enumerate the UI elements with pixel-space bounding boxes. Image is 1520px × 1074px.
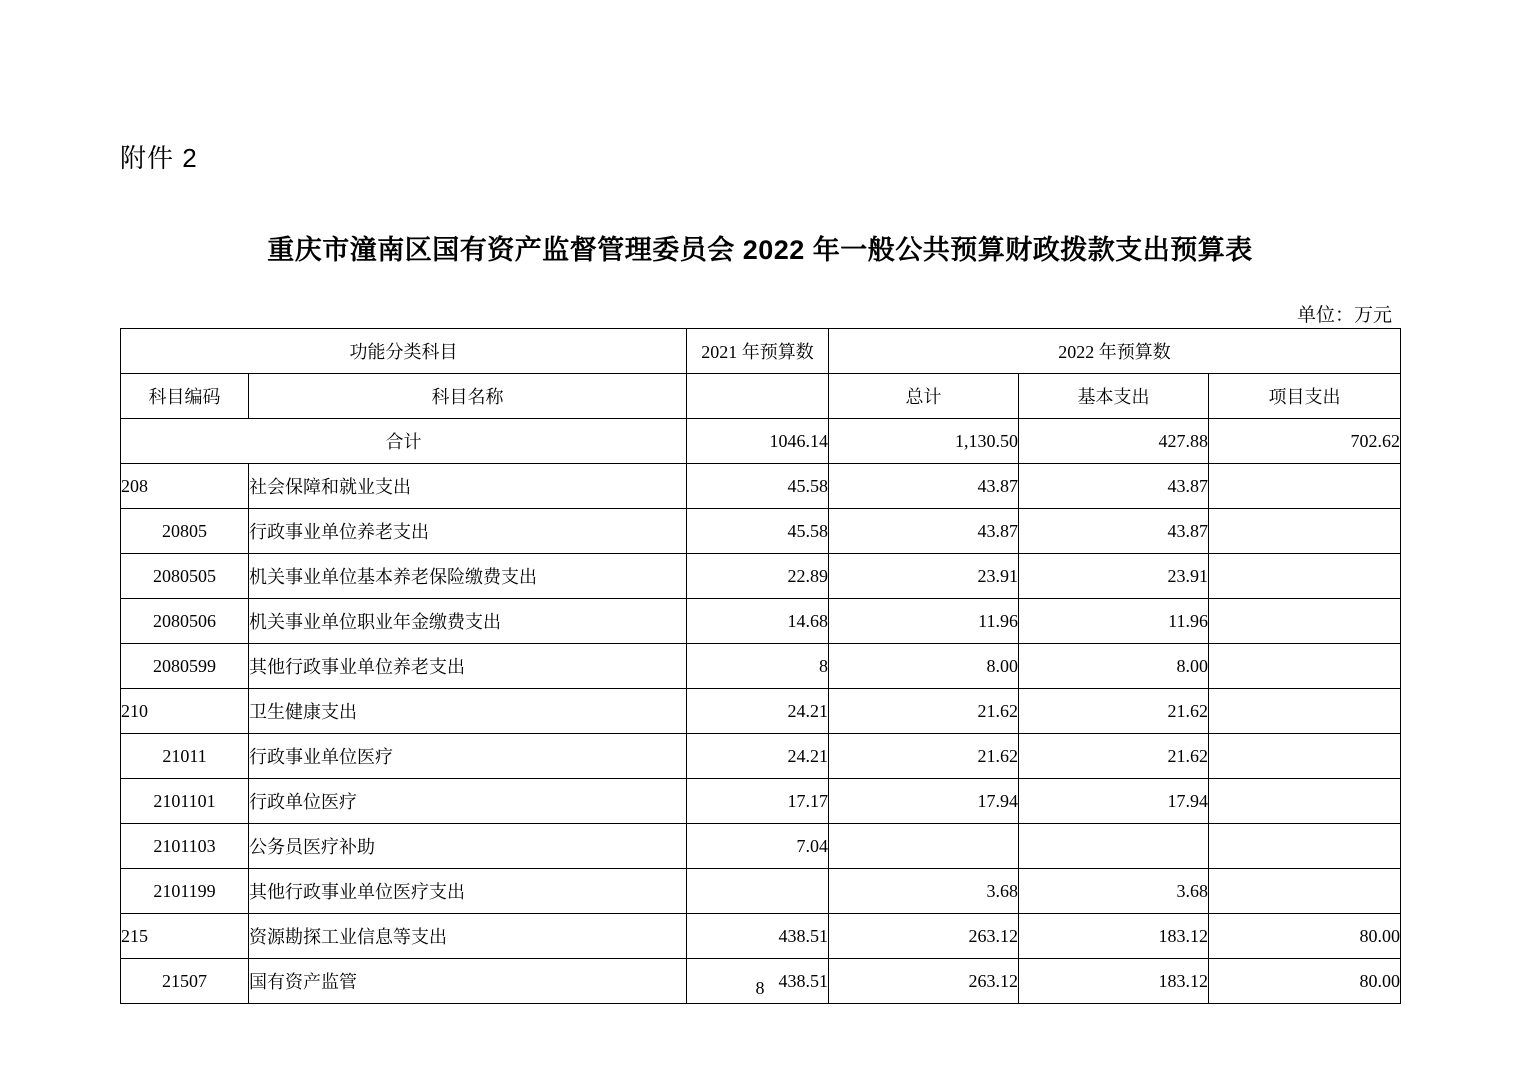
cell-name: 行政事业单位养老支出 (249, 509, 687, 554)
cell-code: 2080599 (121, 644, 249, 689)
cell-2021: 24.21 (687, 734, 829, 779)
cell-total: 43.87 (829, 509, 1019, 554)
header-2021-budget: 2021 年预算数 (687, 329, 829, 374)
table-row (121, 824, 1401, 869)
cell-name: 资源勘探工业信息等支出 (249, 914, 687, 959)
table-row (121, 689, 1401, 734)
cell-code: 2080506 (121, 599, 249, 644)
header-2022-group: 2022 年预算数 (829, 329, 1401, 374)
table-row (121, 779, 1401, 824)
cell-2021: 14.68 (687, 599, 829, 644)
cell-2021: 45.58 (687, 509, 829, 554)
table-row (121, 644, 1401, 689)
cell-basic: 23.91 (1019, 554, 1209, 599)
cell-2021: 45.58 (687, 464, 829, 509)
table-header (121, 329, 1401, 419)
cell-code: 2080505 (121, 554, 249, 599)
header-2021-blank (687, 374, 829, 419)
budget-table (120, 328, 1401, 1004)
cell-2021: 438.51 (687, 914, 829, 959)
cell-name: 行政事业单位医疗 (249, 734, 687, 779)
cell-2021: 22.89 (687, 554, 829, 599)
cell-name: 行政单位医疗 (249, 779, 687, 824)
cell-code: 20805 (121, 509, 249, 554)
cell-project (1209, 599, 1401, 644)
cell-code: 21011 (121, 734, 249, 779)
cell-name: 国有资产监管 (249, 959, 687, 1004)
cell-2021: 17.17 (687, 779, 829, 824)
page-title: 重庆市潼南区国有资产监督管理委员会 2022 年一般公共预算财政拨款支出预算表 (267, 235, 1253, 265)
cell-total: 3.68 (829, 869, 1019, 914)
cell-code: 2101101 (121, 779, 249, 824)
cell-name: 机关事业单位职业年金缴费支出 (249, 599, 687, 644)
header-basic-expenditure: 基本支出 (1019, 374, 1209, 419)
cell-project (1209, 509, 1401, 554)
cell-name: 其他行政事业单位医疗支出 (249, 869, 687, 914)
cell-code: 210 (121, 689, 249, 734)
cell-total (829, 824, 1019, 869)
cell-name: 社会保障和就业支出 (249, 464, 687, 509)
table-body (121, 419, 1401, 1004)
cell-basic: 21.62 (1019, 689, 1209, 734)
cell-total: 263.12 (829, 914, 1019, 959)
cell-basic: 183.12 (1019, 914, 1209, 959)
table-header-row-2 (121, 374, 1401, 419)
header-project-expenditure: 项目支出 (1209, 374, 1401, 419)
cell-total: 43.87 (829, 464, 1019, 509)
summary-label: 合计 (121, 419, 687, 464)
cell-project (1209, 644, 1401, 689)
table-row (121, 554, 1401, 599)
cell-project (1209, 779, 1401, 824)
summary-2021: 1046.14 (687, 419, 829, 464)
header-total: 总计 (829, 374, 1019, 419)
cell-project (1209, 554, 1401, 599)
cell-total: 17.94 (829, 779, 1019, 824)
table-row (121, 464, 1401, 509)
cell-name: 卫生健康支出 (249, 689, 687, 734)
table-row-summary (121, 419, 1401, 464)
cell-basic (1019, 824, 1209, 869)
cell-code: 2101199 (121, 869, 249, 914)
cell-code: 215 (121, 914, 249, 959)
cell-project (1209, 464, 1401, 509)
cell-code: 2101103 (121, 824, 249, 869)
cell-basic: 43.87 (1019, 464, 1209, 509)
summary-total: 1,130.50 (829, 419, 1019, 464)
header-subject-group: 功能分类科目 (121, 329, 687, 374)
cell-project: 80.00 (1209, 959, 1401, 1004)
cell-2021: 438.51 (687, 959, 829, 1004)
header-subject-name: 科目名称 (249, 374, 687, 419)
cell-total: 21.62 (829, 734, 1019, 779)
summary-project: 702.62 (1209, 419, 1401, 464)
cell-total: 8.00 (829, 644, 1019, 689)
attachment-label: 附件 2 (120, 143, 198, 173)
summary-basic: 427.88 (1019, 419, 1209, 464)
cell-basic: 183.12 (1019, 959, 1209, 1004)
cell-total: 263.12 (829, 959, 1019, 1004)
cell-basic: 17.94 (1019, 779, 1209, 824)
cell-2021 (687, 869, 829, 914)
cell-total: 23.91 (829, 554, 1019, 599)
table-header-row-1 (121, 329, 1401, 374)
cell-basic: 21.62 (1019, 734, 1209, 779)
cell-total: 11.96 (829, 599, 1019, 644)
cell-project (1209, 869, 1401, 914)
cell-total: 21.62 (829, 689, 1019, 734)
cell-code: 21507 (121, 959, 249, 1004)
cell-basic: 8.00 (1019, 644, 1209, 689)
table-row (121, 914, 1401, 959)
cell-2021: 24.21 (687, 689, 829, 734)
unit-label: 单位：万元 (1296, 305, 1392, 326)
cell-project: 80.00 (1209, 914, 1401, 959)
cell-project (1209, 689, 1401, 734)
cell-basic: 43.87 (1019, 509, 1209, 554)
table-row (121, 509, 1401, 554)
cell-code: 208 (121, 464, 249, 509)
cell-project (1209, 824, 1401, 869)
cell-2021: 7.04 (687, 824, 829, 869)
cell-project (1209, 734, 1401, 779)
cell-name: 其他行政事业单位养老支出 (249, 644, 687, 689)
cell-2021: 8 (687, 644, 829, 689)
cell-basic: 11.96 (1019, 599, 1209, 644)
table-row (121, 599, 1401, 644)
table-row (121, 734, 1401, 779)
cell-name: 公务员医疗补助 (249, 824, 687, 869)
table-row (121, 869, 1401, 914)
cell-basic: 3.68 (1019, 869, 1209, 914)
header-subject-code: 科目编码 (121, 374, 249, 419)
cell-name: 机关事业单位基本养老保险缴费支出 (249, 554, 687, 599)
page-number: 8 (755, 978, 765, 998)
